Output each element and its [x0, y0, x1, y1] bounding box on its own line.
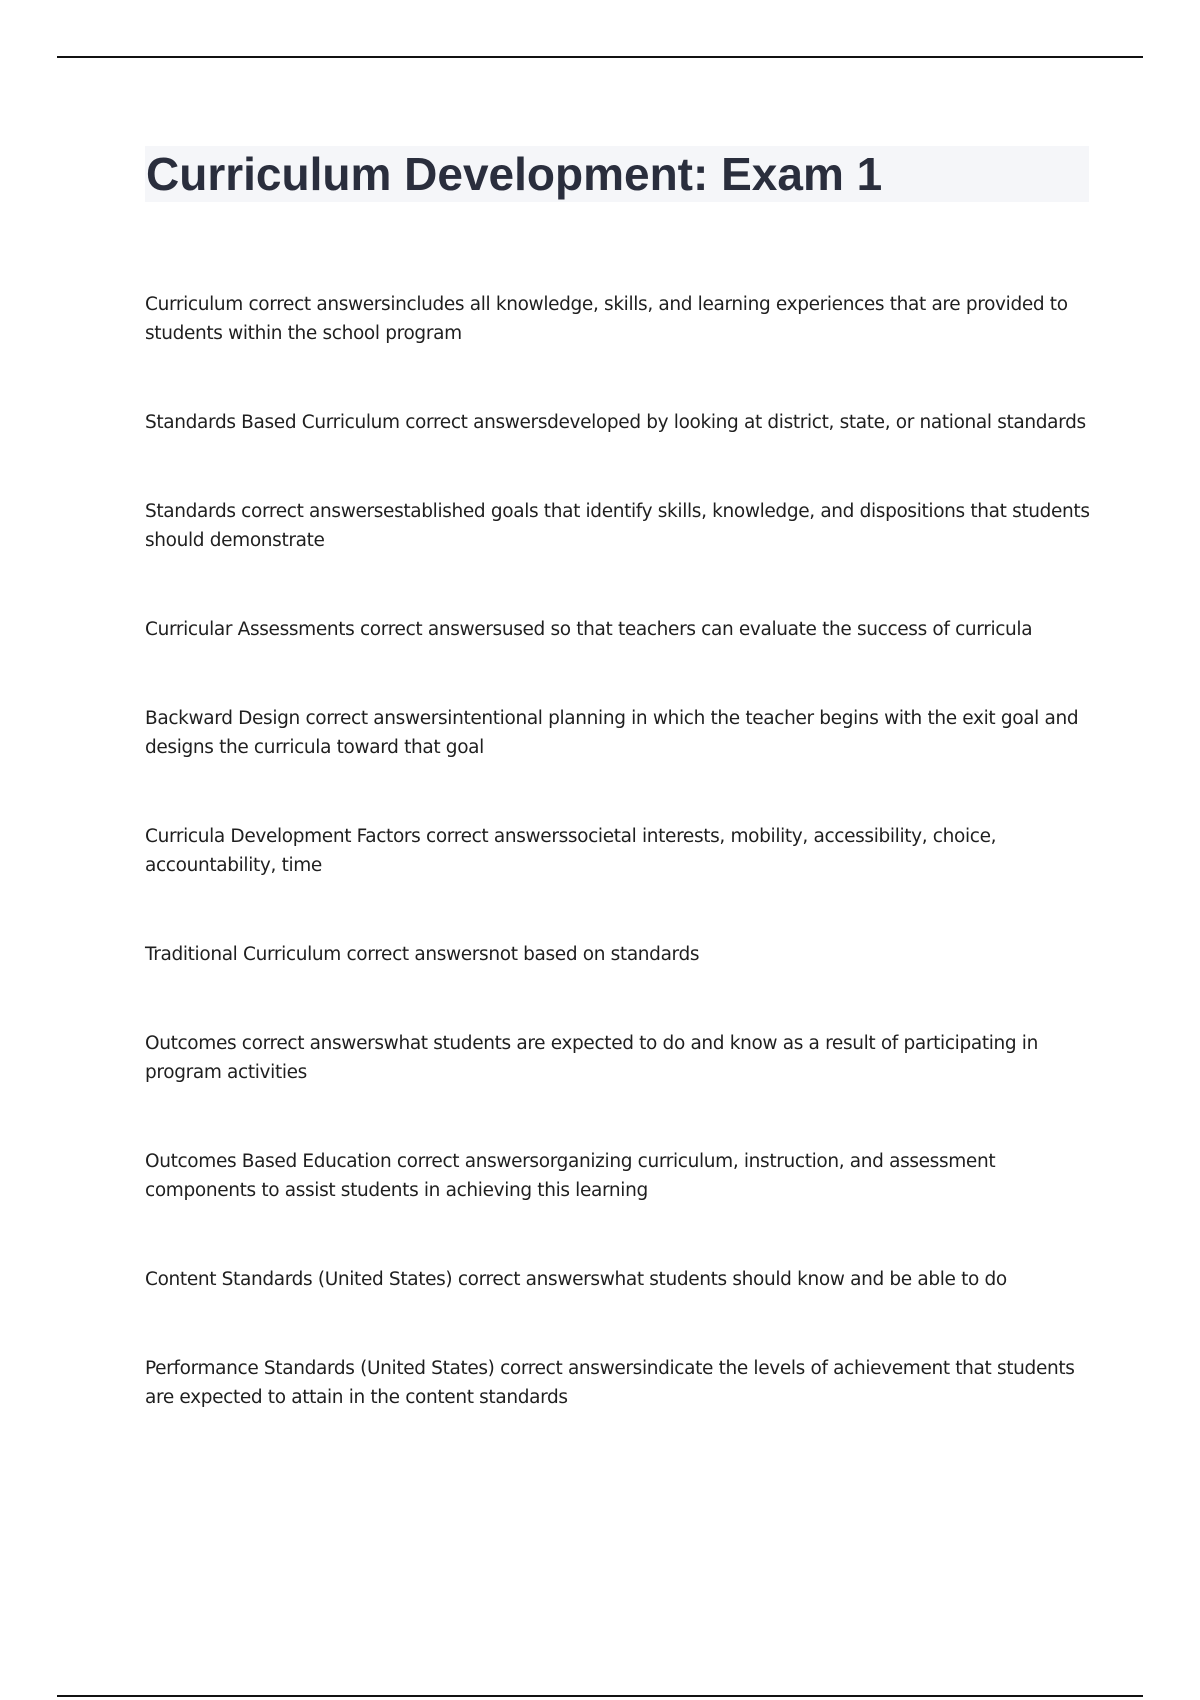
flashcard-entry-curriculum: Curriculum correct answersincludes all knowledge, skills, and learning experiences that are provided to students within the school program: [145, 294, 1068, 344]
flashcard-entry-backward-design: Backward Design correct answersintentional planning in which the teacher begins with the exit goal and designs the curricula toward that goal: [145, 708, 1079, 758]
flashcard-entry-traditional-curriculum: Traditional Curriculum correct answersnot based on standards: [145, 944, 700, 965]
flashcard-entry-development-factors: Curricula Development Factors correct answerssocietal interests, mobility, accessibility, choice, accountability, time: [145, 826, 997, 876]
flashcard-entry-outcomes: Outcomes correct answerswhat students are expected to do and know as a result of participating in program activities: [145, 1033, 1038, 1083]
footer-rule: [57, 1695, 1143, 1697]
document-title: Curriculum Development: Exam 1: [146, 148, 883, 200]
flashcard-entry-content-standards: Content Standards (United States) correct answerswhat students should know and be able to do: [145, 1269, 1007, 1290]
flashcard-entry-standards-based-curriculum: Standards Based Curriculum correct answersdeveloped by looking at district, state, or national standards: [145, 412, 1086, 433]
title-highlight: [145, 146, 1089, 202]
flashcard-entry-standards: Standards correct answersestablished goals that identify skills, knowledge, and dispositions that students should demonstrate: [145, 501, 1090, 551]
flashcard-list: [145, 290, 1095, 1472]
header-rule: [57, 56, 1143, 58]
flashcard-entry-outcomes-based-education: Outcomes Based Education correct answersorganizing curriculum, instruction, and assessment components to assist students in achieving this learning: [145, 1151, 996, 1201]
flashcard-entry-performance-standards: Performance Standards (United States) correct answersindicate the levels of achievement that students are expected to attain in the content standards: [145, 1358, 1075, 1408]
flashcard-entry-curricular-assessments: Curricular Assessments correct answersused so that teachers can evaluate the success of curricula: [145, 619, 1033, 640]
